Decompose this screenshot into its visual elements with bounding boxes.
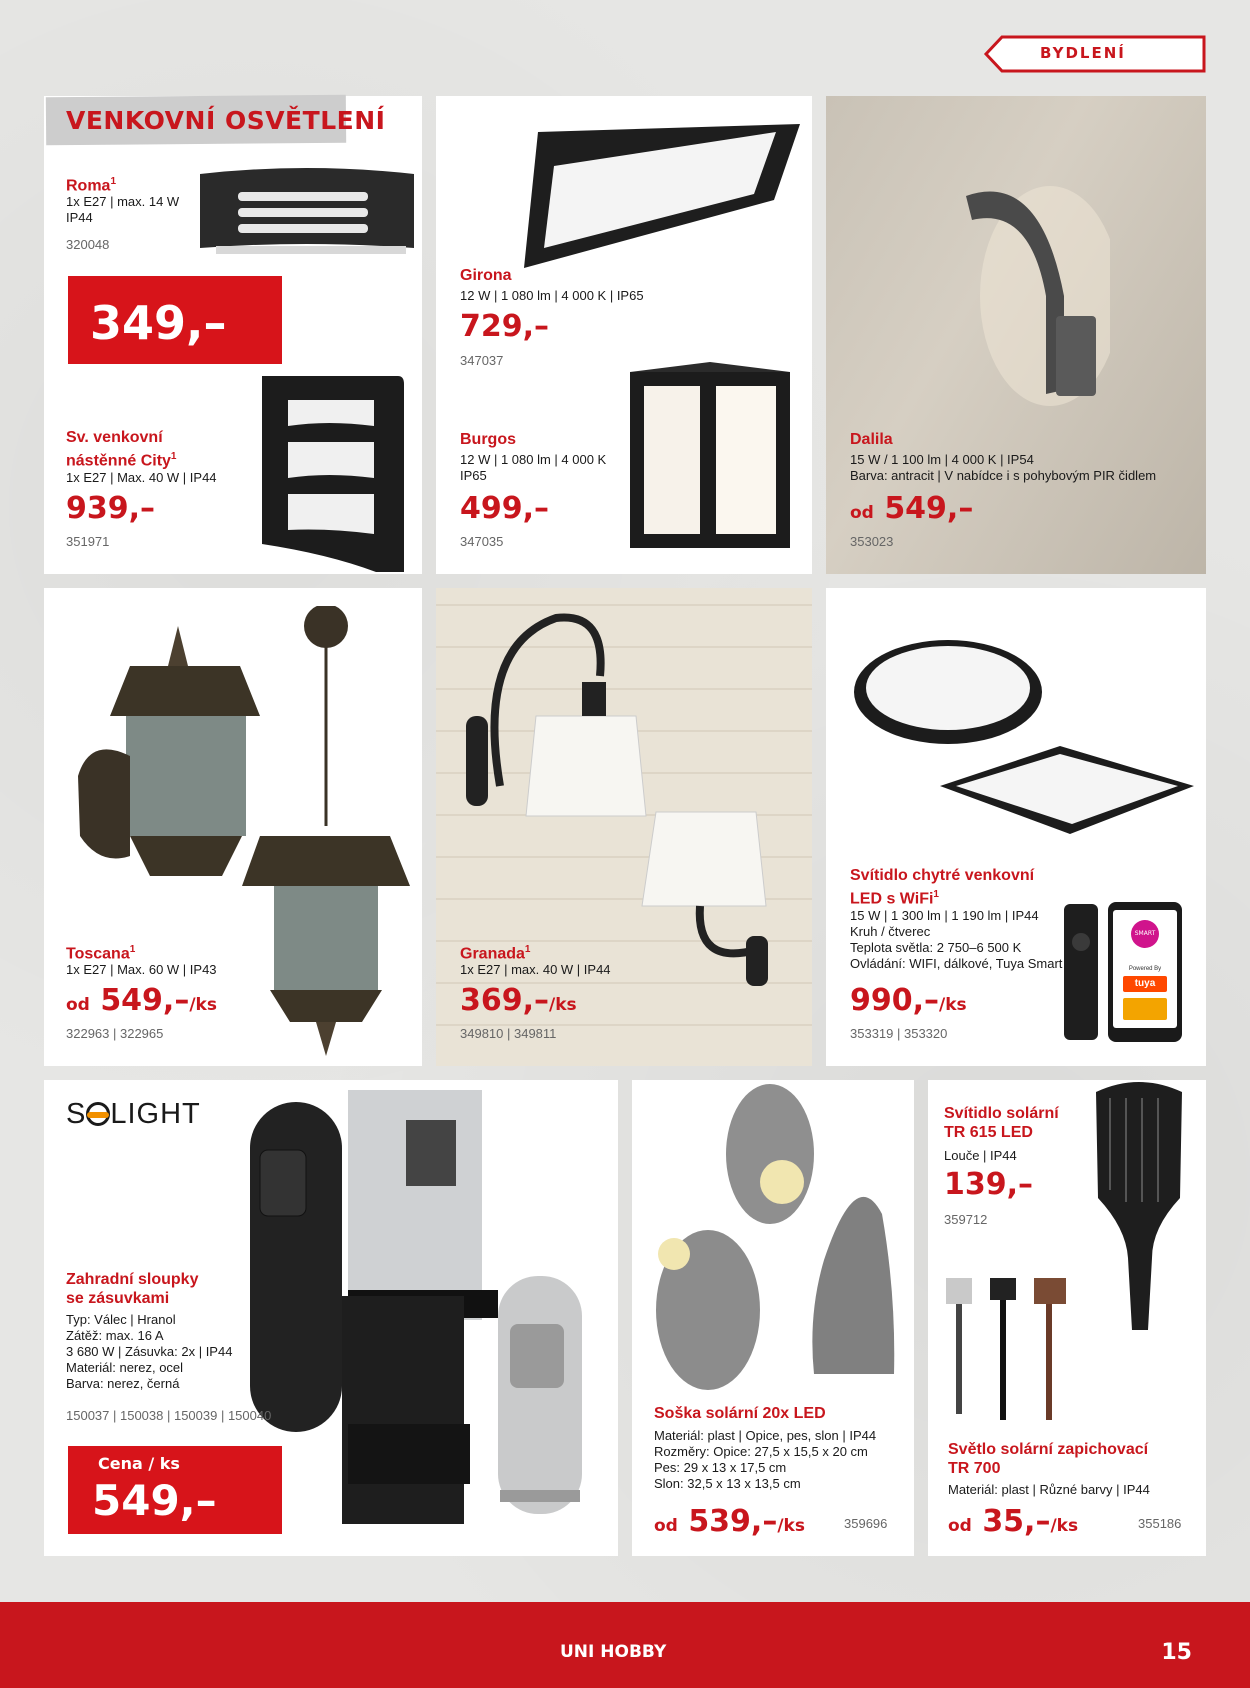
product-name-girona: Girona: [460, 267, 512, 284]
city-lamp-image: [258, 374, 404, 574]
price-box-roma: [68, 276, 282, 364]
product-price-granada: 369,–/ks: [460, 983, 577, 1018]
product-price-tr615: 139,–: [944, 1167, 1034, 1202]
product-price-smart: 990,–/ks: [850, 983, 967, 1018]
product-name-sloupky: Zahradní sloupky se zásuvkami: [66, 1271, 199, 1307]
smart-lamp-image: [850, 636, 1196, 836]
product-spec-granada: 1x E27 | max. 40 W | IP44: [460, 962, 611, 977]
granada-lamp-image: [456, 606, 796, 986]
product-code-dalila: 353023: [850, 534, 894, 549]
product-name-smart: Svítidlo chytré venkovní LED s WiFi$^1$: [850, 867, 1035, 908]
product-code-sloupky: 150037 | 150038 | 150039 | 150040: [66, 1408, 272, 1423]
price-box-sloupky: [68, 1446, 282, 1534]
product-code-girona: 347037: [460, 353, 504, 368]
sloupky-image: [230, 1080, 590, 1530]
product-spec-tr700: Materiál: plast | Různé barvy | IP44: [948, 1482, 1150, 1497]
product-price-soska: od 539,–/ks: [654, 1504, 805, 1539]
product-code-toscana: 322963 | 322965: [66, 1026, 164, 1041]
product-price-burgos: 499,–: [460, 491, 550, 526]
product-code-tr615: 359712: [944, 1212, 988, 1227]
price-label-sloupky: Cena / ks: [98, 1454, 180, 1473]
solight-logo: S LIGHT: [66, 1098, 201, 1130]
section-title: VENKOVNÍ OSVĚTLENÍ: [66, 106, 386, 135]
soska-image: [646, 1074, 910, 1404]
product-name-tr615: Svítidlo solární TR 615 LED: [944, 1105, 1059, 1141]
product-name-toscana: Toscana$^1$: [66, 944, 136, 963]
product-price-toscana: od 549,–/ks: [66, 983, 217, 1018]
product-spec-soska: Materiál: plast | Opice, pes, slon | IP44 Rozměry: Opice: 27,5 x 15,5 x 20 cm Pes: 29 x 13 x 17,5 cm Slon: 32,5 x 13 x 13,5 cm: [654, 1428, 877, 1491]
product-code-roma: 320048: [66, 237, 110, 252]
product-code-soska: 359696: [844, 1516, 888, 1531]
stake-lights-image: [940, 1274, 1070, 1424]
product-spec-toscana: 1x E27 | Max. 60 W | IP43: [66, 962, 217, 977]
tuya-logo: tuya: [1123, 976, 1167, 992]
product-name-tr700: Světlo solární zapichovací TR 700: [948, 1441, 1149, 1477]
product-price-city: 939,–: [66, 491, 156, 526]
product-spec-city: 1x E27 | Max. 40 W | IP44: [66, 470, 217, 485]
product-spec-smart: 15 W | 1 300 lm | 1 190 lm | IP44 Kruh / čtverec Teplota světla: 2 750–6 500 K Ovládání: WIFI, dálkové, Tuya Smart: [850, 908, 1063, 971]
product-code-tr700: 355186: [1138, 1516, 1182, 1531]
page-number: 15: [1161, 1640, 1192, 1665]
product-code-city: 351971: [66, 534, 110, 549]
product-spec-roma: 1x E27 | max. 14 W IP44: [66, 194, 180, 225]
product-code-burgos: 347035: [460, 534, 504, 549]
product-spec-girona: 12 W | 1 080 lm | 4 000 K | IP65: [460, 288, 644, 303]
product-spec-burgos: 12 W | 1 080 lm | 4 000 K IP65: [460, 452, 607, 483]
product-name-burgos: Burgos: [460, 431, 516, 448]
product-name-soska: Soška solární 20x LED: [654, 1405, 826, 1422]
product-spec-tr615: Louče | IP44: [944, 1148, 1017, 1163]
smart-badge: SMART: [1131, 920, 1159, 948]
product-spec-sloupky: Typ: Válec | Hranol Zátěž: max. 16 A 3 680 W | Zásuvka: 2x | IP44 Materiál: nerez, ocel Barva: nerez, černá: [66, 1312, 233, 1391]
product-name-dalila: Dalila: [850, 431, 893, 448]
product-name-city: Sv. venkovní nástěnné City$^1$: [66, 429, 177, 470]
torch-image: [1092, 1078, 1186, 1338]
product-name-roma: Roma$^1$: [66, 176, 117, 195]
product-name-granada: Granada$^1$: [460, 944, 531, 963]
product-price-girona: 729,–: [460, 309, 550, 344]
phone-image: [1108, 902, 1182, 1042]
product-spec-dalila: 15 W / 1 100 lm | 4 000 K | IP54 Barva: antracit | V nabídce i s pohybovým PIR čidlem: [850, 452, 1157, 483]
category-tag-label: BYDLENÍ: [1040, 44, 1126, 62]
product-code-smart: 353319 | 353320: [850, 1026, 948, 1041]
product-code-granada: 349810 | 349811: [460, 1026, 557, 1041]
product-price-dalila: od 549,–: [850, 491, 974, 526]
product-price-roma: 349,–: [90, 296, 227, 350]
product-price-sloupky: 549,–: [92, 1476, 217, 1525]
burgos-lamp-image: [626, 360, 794, 552]
remote-control-icon: [1062, 902, 1100, 1042]
powered-by-text: Powered By: [1128, 966, 1162, 972]
product-price-tr700: od 35,–/ks: [948, 1504, 1079, 1539]
unihobby-logo[interactable]: UNI HOBBY: [560, 1642, 667, 1662]
roma-lamp-image: [196, 166, 418, 256]
category-tag[interactable]: [982, 34, 1208, 74]
girona-lamp-image: [514, 120, 804, 270]
dalila-lamp-image: [960, 176, 1110, 416]
